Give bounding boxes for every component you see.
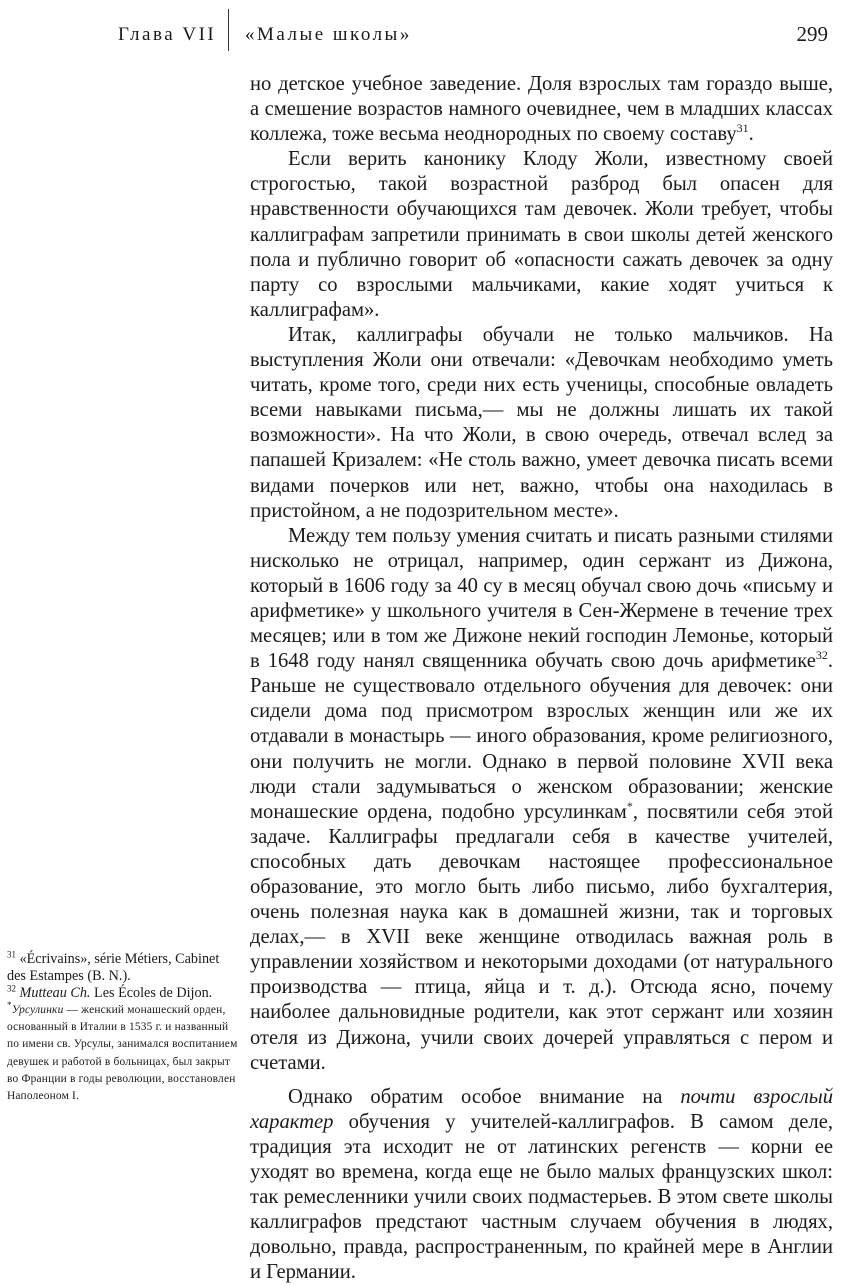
footnote-star [7, 1002, 239, 1105]
footnote-ref-31: 31 [736, 121, 749, 136]
paragraph-4-part-b: . Раньше не существовало отдельного обучения для девочек: они сидели дома под присмотром взрослых женщин или же их отдавали в монастырь — иного образования, кроме религиозного, они получить не могли. Однако в первой половине XVII века люди стали задумываться о женском образовании; женские монашеские ордена, подобно урсулинкам [250, 650, 833, 823]
footnote-31-text: «Écrivains», série Métiers, Cabinet des Estampes (B. N.). [7, 951, 220, 984]
running-title: «Малые школы» [245, 24, 412, 45]
footnote-32 [7, 985, 239, 1002]
footnote-ref-32: 32 [815, 648, 828, 663]
footnote-32-mark: 32 [7, 983, 16, 994]
footnote-32-author: Mutteau Ch. [19, 985, 91, 1001]
footnote-ref-star: * [626, 798, 633, 813]
paragraph-5-emphasis: почти взрослый характер [250, 1085, 833, 1133]
footnote-star-term: Урсулинки [11, 1004, 64, 1016]
chapter-label: Глава VII [118, 24, 217, 45]
paragraph-1-end: . [748, 123, 754, 146]
paragraph-5 [250, 1085, 833, 1286]
footnote-32-text: Les Écoles de Dijon. [90, 985, 213, 1001]
paragraph-4-part-a: Между тем пользу умения считать и писать разными стилями нисколько не отрицал, например, один сержант из Дижона, который в 1606 году за 40 су в месяц обучал свою дочь «письму и арифметике» у школьного учителя в Сен-Жермене в течение трех месяцев; или в том же Дижоне некий господин Лемонье, который в 1648 году нанял священника обучать свою дочь арифметике [250, 524, 833, 673]
paragraph-1 [250, 72, 833, 147]
footnote-31-mark: 31 [7, 949, 16, 960]
paragraph-5-part-b: обучения у учителей-каллиграфов. В самом деле, традиция эта исходит не от латинских регенств — корни ее уходят во времена, когда еще не было малых французских школ: так ремесленники учили своих подмастерьев. В этом свете школы каллиграфов предстают частным случаем обучения в людях, довольно, правда, распространенным, по крайней мере в Англии и Германии. [250, 1110, 833, 1284]
page-number: 299 [796, 22, 828, 46]
footnote-star-mark: * [7, 1000, 12, 1011]
paragraph-2: Если верить канонику Клоду Жоли, известному своей строгостью, такой возрастной разброд был опасен для нравственности обучающихся там девочек. Жоли требует, чтобы каллиграфам запретили принимать в свои школы детей женского пола и публично говорит об «опасности сажать девочек за одну парту со взрослыми мальчиками, какие ходят учиться к каллиграфам». [250, 148, 833, 321]
paragraph-1-text: но детское учебное заведение. Доля взрослых там гораздо выше, а смешение возрастов намного очевиднее, чем в младших классах коллежа, тоже весьма неоднородных по своему составу [250, 73, 833, 146]
footnotes [7, 951, 239, 1105]
footnote-31 [7, 951, 239, 985]
paragraph-5-part-a: Однако обратим особое внимание на [288, 1085, 681, 1108]
paragraph-4-part-c: , посвятили себя этой задаче. Каллиграфы предлагали себя в качестве учителей, способных дать девочкам настоящее профессиональное образование, это могло быть либо письмо, либо бухгалтерия, очень полезная наука как в домашней жизни, так и торговых делах,— в XVII веке женщине отводилась важная роль в управлении хозяйством и некоторыми доходами (от натурального производства — птица, яйца и т. д.). Отсюда ясно, почему наиболее дальновидные родители, как этот сержант или хозяин отеля из Дижона, учили своих дочерей управляться с пером и счетами. [250, 800, 833, 1074]
page-header [0, 0, 854, 60]
paragraph-4 [250, 524, 833, 1076]
main-text [250, 72, 833, 1286]
footnote-star-text: — женский монашеский орден, основанный в Италии в 1535 г. и названный по имени св. Урсулы, занимался воспитанием девушек и работой в больницах, был закрыт во Франции в годы революции, восстановлен Наполеоном I. [7, 1004, 238, 1103]
paragraph-3: Итак, каллиграфы обучали не только мальчиков. На выступления Жоли они отвечали: «Девочкам необходимо уметь читать, кроме того, среди них есть ученицы, способные овладеть всеми навыками письма,— мы не должны лишать их такой возможности». На что Жоли, в свою очередь, отвечал вслед за папашей Кризалем: «Не столь важно, умеет девочка писать всеми видами почерков или нет, важно, чтобы она находилась в пристойном, а не подозрительном месте». [250, 323, 833, 522]
